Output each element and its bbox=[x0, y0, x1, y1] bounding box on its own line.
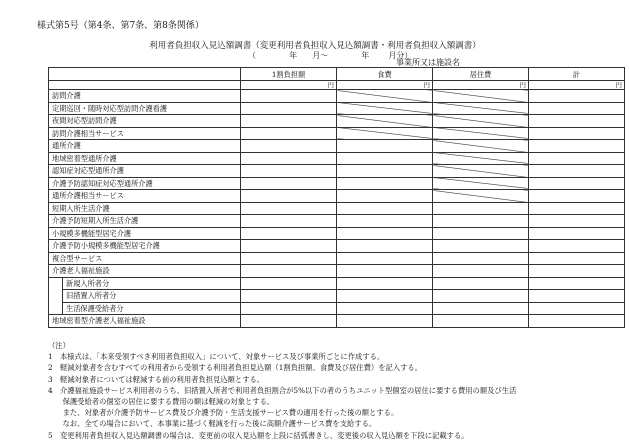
amount-cell bbox=[241, 315, 337, 328]
not-applicable-cell bbox=[337, 127, 433, 140]
amount-cell bbox=[241, 202, 337, 215]
amount-cell bbox=[337, 140, 433, 153]
amount-cell bbox=[241, 290, 337, 303]
period-year-start: 年 bbox=[289, 51, 298, 60]
note-line: 1 本様式は、「本来受領すべき利用者負担収入」について、対象サービス及び事業所ごとに作成する。 bbox=[48, 352, 385, 362]
notes-section bbox=[48, 340, 516, 441]
amount-cell bbox=[433, 265, 529, 278]
note-line: また、対象者が介護予防サービス費及び介護予防・生活支援サービス費の適用を行った後の額とする。 bbox=[48, 408, 399, 418]
amount-cell bbox=[529, 165, 625, 178]
amount-cell bbox=[337, 252, 433, 265]
amount-cell bbox=[337, 215, 433, 228]
table-row bbox=[49, 127, 625, 140]
amount-cell bbox=[337, 152, 433, 165]
table-row bbox=[49, 315, 625, 328]
notes-heading: （注） bbox=[48, 341, 70, 350]
sub-row-label: 旧措置入所者分 bbox=[63, 290, 241, 303]
table-row bbox=[49, 202, 625, 215]
header-blank bbox=[49, 68, 241, 81]
amount-cell bbox=[241, 302, 337, 315]
note-line: 3 軽減対象者については軽減する前の利用者負担見込額とする。 bbox=[48, 374, 265, 384]
amount-cell bbox=[529, 190, 625, 203]
facility-label: 介護老人福祉施設 bbox=[49, 265, 241, 278]
amount-cell bbox=[529, 290, 625, 303]
amount-cell bbox=[241, 277, 337, 290]
row-label: 訪問介護 bbox=[49, 90, 241, 103]
amount-cell bbox=[433, 315, 529, 328]
row-label: 短期入所生活介護 bbox=[49, 202, 241, 215]
amount-cell bbox=[529, 227, 625, 240]
header-row bbox=[49, 68, 625, 81]
amount-cell bbox=[337, 302, 433, 315]
amount-cell bbox=[433, 227, 529, 240]
amount-cell bbox=[241, 252, 337, 265]
amount-cell bbox=[337, 190, 433, 203]
facility-sub-row bbox=[49, 302, 625, 315]
amount-cell bbox=[529, 252, 625, 265]
amount-cell bbox=[433, 252, 529, 265]
revenue-table bbox=[48, 67, 625, 328]
amount-cell bbox=[529, 202, 625, 215]
sub-row-label: 生活保護受給者分 bbox=[63, 302, 241, 315]
amount-cell bbox=[337, 315, 433, 328]
not-applicable-cell bbox=[433, 152, 529, 165]
amount-cell bbox=[241, 240, 337, 253]
row-label: 介護予防短期入所生活介護 bbox=[49, 215, 241, 228]
amount-cell bbox=[529, 315, 625, 328]
period-month-end: 月分） bbox=[388, 51, 413, 60]
amount-cell bbox=[529, 127, 625, 140]
row-label: 介護予防小規模多機能型居宅介護 bbox=[49, 240, 241, 253]
header-col-0: 1割負担額 bbox=[241, 68, 337, 81]
table-row bbox=[49, 165, 625, 178]
period-line bbox=[248, 50, 412, 61]
amount-cell bbox=[337, 165, 433, 178]
amount-cell bbox=[433, 240, 529, 253]
amount-cell bbox=[529, 240, 625, 253]
table-row bbox=[49, 190, 625, 203]
row-label: 小規模多機能型居宅介護 bbox=[49, 227, 241, 240]
note-line: 保護受給者の個室の居住に要する費用の額は軽減の対象とする。 bbox=[48, 397, 275, 407]
amount-cell bbox=[529, 102, 625, 115]
amount-cell bbox=[433, 215, 529, 228]
table-row bbox=[49, 140, 625, 153]
unit-label: 円 bbox=[433, 81, 529, 90]
unit-blank bbox=[49, 81, 241, 90]
amount-cell bbox=[241, 152, 337, 165]
amount-cell bbox=[529, 177, 625, 190]
unit-row bbox=[49, 81, 625, 90]
not-applicable-cell bbox=[433, 115, 529, 128]
row-label: 地域密着型介護老人福祉施設 bbox=[49, 315, 241, 328]
amount-cell bbox=[529, 215, 625, 228]
row-label: 訪問介護相当サービス bbox=[49, 127, 241, 140]
row-label: 認知症対応型通所介護 bbox=[49, 165, 241, 178]
amount-cell bbox=[241, 90, 337, 103]
amount-cell bbox=[241, 227, 337, 240]
row-label: 複合型サービス bbox=[49, 252, 241, 265]
amount-cell bbox=[241, 140, 337, 153]
amount-cell bbox=[241, 115, 337, 128]
form-number: 様式第5号（第4条、第7条、第8条関係） bbox=[37, 21, 204, 31]
amount-cell bbox=[529, 302, 625, 315]
not-applicable-cell bbox=[433, 140, 529, 153]
not-applicable-cell bbox=[433, 165, 529, 178]
table-row bbox=[49, 90, 625, 103]
period-year-end: 年 bbox=[361, 51, 370, 60]
amount-cell bbox=[241, 127, 337, 140]
facility-sub-row bbox=[49, 277, 625, 290]
amount-cell bbox=[337, 277, 433, 290]
amount-cell bbox=[433, 202, 529, 215]
amount-cell bbox=[433, 290, 529, 303]
not-applicable-cell bbox=[433, 90, 529, 103]
amount-cell bbox=[241, 265, 337, 278]
row-label: 地域密着型通所介護 bbox=[49, 152, 241, 165]
not-applicable-cell bbox=[433, 190, 529, 203]
table-row bbox=[49, 240, 625, 253]
facility-sub-row bbox=[49, 290, 625, 303]
not-applicable-cell bbox=[433, 177, 529, 190]
header-col-2: 居住費 bbox=[433, 68, 529, 81]
amount-cell bbox=[337, 240, 433, 253]
office-name-label: 事業所又は施設名 bbox=[396, 58, 460, 67]
note-line: なお、全ての場合において、本事業に基づく軽減を行った後に高額介護サービス費を支給する。 bbox=[48, 419, 377, 429]
amount-cell bbox=[241, 190, 337, 203]
period-month-start: 月～ bbox=[312, 51, 329, 60]
table-row bbox=[49, 152, 625, 165]
table-row bbox=[49, 177, 625, 190]
amount-cell bbox=[241, 177, 337, 190]
indent-spacer bbox=[49, 302, 63, 315]
amount-cell bbox=[337, 202, 433, 215]
amount-cell bbox=[529, 265, 625, 278]
table-row bbox=[49, 115, 625, 128]
amount-cell bbox=[337, 177, 433, 190]
header-col-3: 計 bbox=[529, 68, 625, 81]
sub-row-label: 新規入所者分 bbox=[63, 277, 241, 290]
amount-cell bbox=[433, 277, 529, 290]
table-row bbox=[49, 227, 625, 240]
row-label: 介護予防認知症対応型通所介護 bbox=[49, 177, 241, 190]
amount-cell bbox=[337, 227, 433, 240]
table-row bbox=[49, 215, 625, 228]
amount-cell bbox=[529, 277, 625, 290]
amount-cell bbox=[529, 152, 625, 165]
amount-cell bbox=[529, 140, 625, 153]
unit-label: 円 bbox=[241, 81, 337, 90]
note-line: 4 介護福祉施設サービス利用者のうち、旧措置入所者で利用者負担割合が5%以下の者のうちユニット型個室の居住に要する費用の額及び生活 bbox=[48, 385, 517, 395]
not-applicable-cell bbox=[337, 90, 433, 103]
period-open: （ bbox=[248, 51, 256, 60]
indent-spacer bbox=[49, 277, 63, 290]
amount-cell bbox=[241, 102, 337, 115]
unit-label: 円 bbox=[337, 81, 433, 90]
note-line: 2 軽減対象者を含むすべての利用者から受領する利用者負担見込額（1割負担額、食費及び居住費）を記入する。 bbox=[48, 363, 422, 373]
table-row bbox=[49, 102, 625, 115]
row-label: 定期巡回・随時対応型訪問介護看護 bbox=[49, 102, 241, 115]
facility-group-row bbox=[49, 265, 625, 278]
amount-cell bbox=[433, 302, 529, 315]
not-applicable-cell bbox=[433, 102, 529, 115]
note-line: 5 変更利用者負担収入見込額調書の場合は、変更前の収入見込額を上段に括弧書きし、変更後の収入見込額を下段に記載する。 bbox=[48, 430, 469, 440]
amount-cell bbox=[529, 90, 625, 103]
document-title: 利用者負担収入見込額調書（変更利用者負担収入見込額調書・利用者負担収入額調書） bbox=[149, 41, 481, 51]
table-row bbox=[49, 252, 625, 265]
row-label: 通所介護相当サービス bbox=[49, 190, 241, 203]
not-applicable-cell bbox=[337, 102, 433, 115]
amount-cell bbox=[337, 265, 433, 278]
amount-cell bbox=[337, 290, 433, 303]
unit-label: 円 bbox=[529, 81, 625, 90]
amount-cell bbox=[241, 165, 337, 178]
amount-cell bbox=[529, 115, 625, 128]
row-label: 通所介護 bbox=[49, 140, 241, 153]
row-label: 夜間対応型訪問介護 bbox=[49, 115, 241, 128]
amount-cell bbox=[241, 215, 337, 228]
indent-spacer bbox=[49, 290, 63, 303]
header-col-1: 食費 bbox=[337, 68, 433, 81]
not-applicable-cell bbox=[433, 127, 529, 140]
not-applicable-cell bbox=[337, 115, 433, 128]
